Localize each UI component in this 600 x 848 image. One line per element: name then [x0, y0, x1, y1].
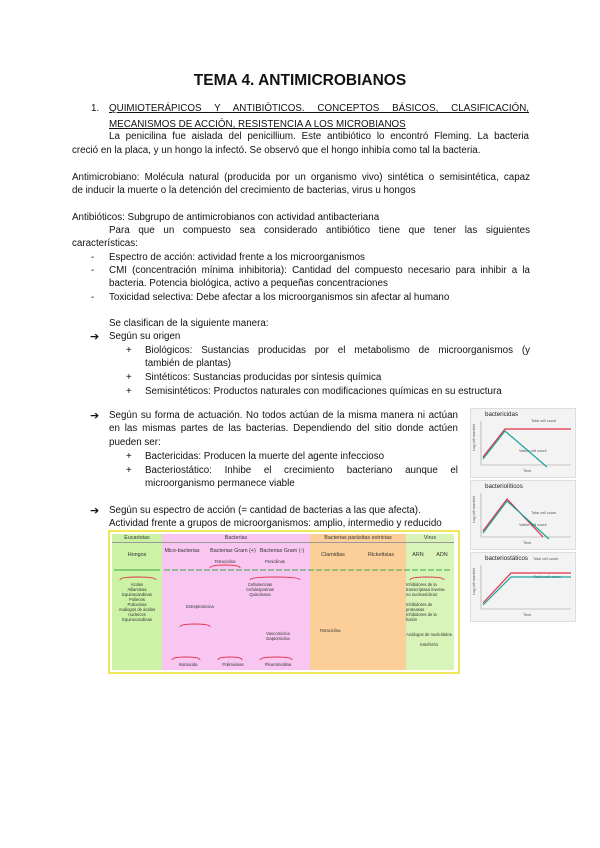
- section-number: 1.: [91, 103, 100, 114]
- list-item: Bactericidas: Producen la muerte del agente infeccioso: [145, 451, 385, 462]
- drug-label: Tetraciclina: [319, 628, 341, 633]
- header-bacterias: Bacterias: [224, 535, 248, 541]
- paragraph-line: pueden ser:: [109, 437, 161, 448]
- drug-label: Isoniacida: [178, 662, 198, 667]
- chart-series-viable: [483, 431, 547, 467]
- column-label: ARN: [412, 552, 424, 558]
- bracket: [250, 577, 300, 580]
- chart-series-viable: [483, 577, 571, 605]
- list-item: CMI (concentración mínima inhibitoria): Cantidad del compuesto necesario para inhibir a la: [109, 265, 530, 276]
- chart-title: bactericidas: [485, 411, 519, 418]
- drug-label: Equinocandinas: [122, 592, 152, 597]
- chart-lines: [471, 409, 575, 477]
- paragraph-line: características:: [72, 238, 138, 249]
- chart-bacteriostáticos: [470, 552, 576, 622]
- drug-label: Inhibidores de proteasas: [406, 602, 433, 612]
- column-label: Bacterias Gram (+): [210, 548, 256, 554]
- paragraph-line: Para que un compuesto sea considerado antibiótico tiene que tener las siguientes: [109, 225, 530, 236]
- drug-label: Tetraciclina: [214, 559, 236, 564]
- column-label: Rickettsias: [367, 552, 395, 558]
- list-item-cont: microorganismo permanece viable: [145, 478, 295, 489]
- drug-label: Equinocandinas: [122, 617, 152, 622]
- chart-title: bacteriolíticos: [485, 483, 523, 490]
- chart-lines: [471, 481, 575, 549]
- paragraph-line: La penicilina fue aislada del penicillium. Este antibiótico lo encontró Fleming. La bacteria: [109, 131, 529, 142]
- arrow-right-icon: ➔: [90, 331, 100, 343]
- list-item: Biológicos: Sustancias producidas por el metabolismo de microorganismos (y: [145, 345, 530, 356]
- drug-label: Daptomicina: [266, 636, 290, 641]
- arrow-right-icon: ➔: [90, 410, 100, 422]
- section-heading-line2: MECANISMOS DE ACCIÓN, RESISTENCIA A LOS MICROBIANOS: [109, 119, 406, 130]
- definition-antibioticos: Antibióticos: Subgrupo de antimicrobianos con actividad antibacteriana: [72, 212, 380, 223]
- classification-origen: Según su origen: [109, 331, 181, 342]
- chart-ylabel: Log cell number: [472, 567, 476, 595]
- drug-label: Quinolonas: [249, 592, 271, 597]
- list-item-cont: bacteria. Potencia biológica, activo a pequeñas concentraciones: [109, 278, 388, 289]
- drug-label: Cefalosporinas: [246, 587, 274, 592]
- drug-label: Inhibidores de la fusión: [406, 612, 437, 622]
- chart-series-total: [483, 499, 543, 537]
- chart-ylabel: Log cell number: [472, 423, 476, 451]
- header-eucariotas: Eucariotas: [124, 535, 150, 541]
- chart-legend: Total cell count: [533, 557, 559, 561]
- paragraph-line: en las mismas partes de las bacterias. Dependiendo del sitio donde actúen: [109, 423, 458, 434]
- bracket: [260, 657, 292, 660]
- bracket: [120, 577, 156, 580]
- bracket: [210, 565, 240, 568]
- bracket: [180, 624, 210, 627]
- drug-label: Análogos de nucleótidos: [406, 632, 452, 637]
- list-item: Toxicidad selectiva: Debe afectar a los microorganismos sin afectar al humano: [109, 292, 450, 303]
- paragraph-line: creció en la placa, y un hongo la infectó. Se observó que el hongo inhibía como tal la bacteria.: [72, 145, 481, 156]
- column-label: Hongos: [127, 552, 147, 558]
- chart-bactericidas: [470, 408, 576, 478]
- chart-ylabel: Log cell number: [472, 495, 476, 523]
- bracket: [172, 657, 200, 660]
- chart-title: bacteriostáticos: [485, 555, 528, 562]
- plus-bullet: +: [126, 345, 132, 356]
- list-item: Bacteriostático: Inhibe el crecimiento bacteriano aunque el: [145, 465, 458, 476]
- plus-bullet: +: [126, 372, 132, 383]
- chart-xlabel: Time: [523, 469, 532, 473]
- drug-label: Vancomicina: [266, 631, 290, 636]
- list-item: Sintéticos: Sustancias producidas por síntesis química: [145, 372, 382, 383]
- chart-lines: [471, 553, 575, 621]
- classification-espectro: Según su espectro de acción (= cantidad de bacterias a las que afecta).: [109, 505, 421, 516]
- chart-legend: Total cell count: [531, 511, 557, 515]
- drug-label: Análogos de ácidos nucleicos: [118, 607, 156, 617]
- plus-bullet: +: [126, 386, 132, 397]
- drug-label: Cefamecinas: [247, 582, 273, 587]
- column-label: ADN: [436, 552, 448, 558]
- spectrum-table-figure: [108, 530, 460, 674]
- drug-label: Pleuromutilina: [264, 662, 292, 667]
- chart-legend: Viable cell count: [519, 449, 547, 453]
- column-label: Bacterias Gram (-): [259, 548, 305, 554]
- chart-legend: Total cell count: [531, 419, 557, 423]
- drug-label: Interferón: [420, 642, 438, 647]
- arrow-right-icon: ➔: [90, 505, 100, 517]
- drug-label: Penicilinas: [264, 559, 286, 564]
- definition-antimicrobiano-cont: de inducir la muerte o la detención del crecimiento de bacterias, virus u hongos: [72, 185, 416, 196]
- list-item-cont: también de plantas): [145, 358, 232, 369]
- chart-xlabel: Time: [523, 613, 532, 617]
- dash-bullet: -: [91, 292, 95, 303]
- classification-intro: Se clasifican de la siguiente manera:: [109, 318, 269, 329]
- plus-bullet: +: [126, 451, 132, 462]
- drug-label: Inhibidores de la transcriptasa inversa no nucleosídicos: [406, 582, 445, 597]
- column-label: Mico-bacterias: [164, 548, 200, 554]
- chart-legend: Viable cell count: [533, 575, 561, 579]
- column-label: Clamidias: [321, 552, 345, 558]
- drug-label: Polioxinas: [127, 602, 147, 607]
- drug-label: Polimixinas: [222, 662, 244, 667]
- header-virus: Virus: [423, 535, 437, 541]
- header-parasitas: Bacterias parásitas estrictas: [324, 535, 392, 541]
- page-title: TEMA 4. ANTIMICROBIANOS: [193, 72, 407, 89]
- section-heading-line1: QUIMIOTERÁPICOS Y ANTIBIÓTICOS. CONCEPTOS BÁSICOS, CLASIFICACIÓN,: [109, 103, 529, 114]
- plus-bullet: +: [126, 465, 132, 476]
- definition-antimicrobiano: Antimicrobiano: Molécula natural (producida por un organismo vivo) sintética o semisintética, capaz: [72, 172, 530, 183]
- dash-bullet: -: [91, 265, 95, 276]
- drug-label: Polienos: [128, 597, 146, 602]
- classification-actuacion: Según su forma de actuación. No todos actúan de la misma manera ni actúan: [109, 410, 458, 421]
- drug-label: Estreptomicina: [186, 604, 214, 609]
- bracket: [410, 577, 444, 580]
- list-item: Espectro de acción: actividad frente a los microorganismos: [109, 252, 365, 263]
- chart-legend: Viable cell count: [519, 523, 547, 527]
- bracket: [218, 657, 242, 660]
- chart-bacteriolíticos: [470, 480, 576, 550]
- list-item: Semisintéticos: Productos naturales con modificaciones químicas en su estructura: [145, 386, 502, 397]
- paragraph-line: Actividad frente a grupos de microorganismos: amplio, intermedio y reducido: [109, 518, 442, 529]
- drug-label: Azoles: [130, 582, 144, 587]
- chart-xlabel: Time: [523, 541, 532, 545]
- drug-label: Alilaminas: [127, 587, 147, 592]
- dash-bullet: -: [91, 252, 95, 263]
